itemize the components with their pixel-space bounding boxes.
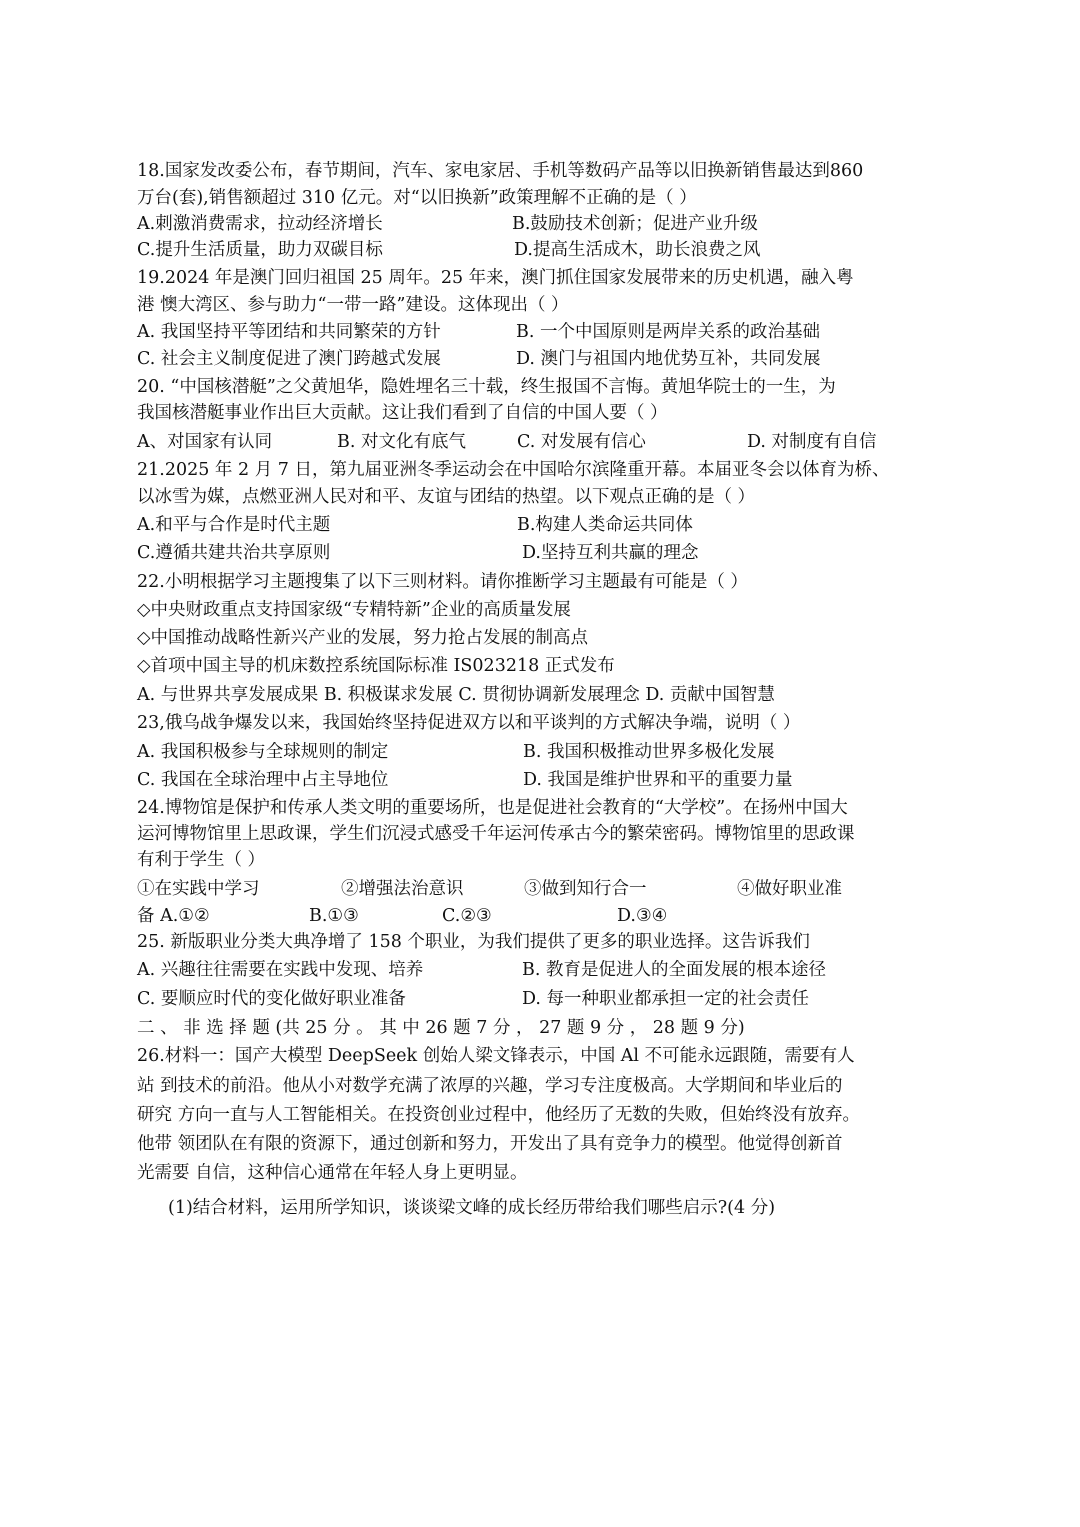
q25-option-c: C. 要顺应时代的变化做好职业准备 [137, 989, 406, 1009]
q23-option-d: D. 我国是维护世界和平的重要力量 [523, 770, 793, 790]
q22-stem: 22.小明根据学习主题搜集了以下三则材料。请你推断学习主题最有可能是（ ） [137, 572, 748, 592]
q22-material-3: ◇首项中国主导的机床数控系统国际标准 IS023218 正式发布 [137, 656, 615, 676]
q20-option-d: D. 对制度有自信 [747, 432, 877, 452]
q18-option-b: B.鼓励技术创新；促进产业升级 [512, 214, 758, 234]
q20-stem-line2: 我国核潜艇事业作出巨大贡献。这让我们看到了自信的中国人要（ ） [137, 403, 668, 423]
q24-stem-line3: 有利于学生（ ） [137, 850, 266, 870]
q24-option-d: D.③④ [617, 906, 668, 926]
q18-stem-line2: 万台(套),销售额超过 310 亿元。对“以旧换新”政策理解不正确的是（ ） [137, 188, 697, 208]
q26-subquestion-1: (1)结合材料，运用所学知识，谈谈梁文峰的成长经历带给我们哪些启示?(4 分) [168, 1198, 776, 1218]
q26-material-line3: 研究 方向一直与人工智能相关。在投资创业过程中，他经历了无数的失败，但始终没有放弃。 [137, 1105, 861, 1125]
q24-choice-4: ④做好职业准 [737, 879, 842, 899]
section-2-heading: 二 、 非 选 择 题 (共 25 分 。 其 中 26 题 7 分 ， 27 题 9 分 ， 28 题 9 分) [137, 1018, 745, 1038]
q20-option-b: B. 对文化有底气 [337, 432, 466, 452]
q19-stem-line1: 19.2024 年是澳门回归祖国 25 周年。25 年来，澳门抓住国家发展带来的历史机遇，融入粤 [137, 268, 854, 288]
q25-option-a: A. 兴趣往往需要在实践中发现、培养 [137, 960, 424, 980]
q18-option-c: C.提升生活质量，助力双碳目标 [137, 240, 383, 260]
q23-option-b: B. 我国积极推动世界多极化发展 [523, 742, 775, 762]
q24-choice-2: ②增强法治意识 [341, 879, 464, 899]
q22-options: A. 与世界共享发展成果 B. 积极谋求发展 C. 贯彻协调新发展理念 D. 贡献中国智慧 [137, 685, 775, 705]
q19-option-c: C. 社会主义制度促进了澳门跨越式发展 [137, 349, 441, 369]
q19-option-a: A. 我国坚持平等团结和共同繁荣的方针 [137, 322, 441, 342]
q20-option-a: A、对国家有认同 [137, 432, 273, 452]
q18-stem-line1: 18.国家发改委公布，春节期间，汽车、家电家居、手机等数码产品等以旧换新销售最达到860 [137, 161, 864, 181]
q24-stem-line2: 运河博物馆里上思政课，学生们沉浸式感受千年运河传承古今的繁荣密码。博物馆里的思政课 [137, 824, 855, 844]
q25-option-b: B. 教育是促进人的全面发展的根本途径 [522, 960, 826, 980]
q23-stem: 23,俄乌战争爆发以来，我国始终坚持促进双方以和平谈判的方式解决争端，说明（ ） [137, 713, 801, 733]
q20-option-c: C. 对发展有信心 [517, 432, 646, 452]
q24-option-a: 备 A.①② [137, 906, 210, 926]
q19-option-b: B. 一个中国原则是两岸关系的政治基础 [516, 322, 820, 342]
q19-option-d: D. 澳门与祖国内地优势互补，共同发展 [516, 349, 821, 369]
q25-stem: 25. 新版职业分类大典净增了 158 个职业，为我们提供了更多的职业选择。这告诉我们 [137, 932, 810, 952]
q24-option-b: B.①③ [309, 906, 359, 926]
q26-material-line4: 他带 领团队在有限的资源下，通过创新和努力，开发出了具有竞争力的模型。他觉得创新首 [137, 1134, 843, 1154]
q24-choice-3: ③做到知行合一 [524, 879, 647, 899]
q18-option-a: A.刺激消费需求，拉动经济增长 [137, 214, 383, 234]
q21-option-b: B.构建人类命运共同体 [517, 515, 693, 535]
q24-stem-line1: 24.博物馆是保护和传承人类文明的重要场所，也是促进社会教育的“大学校”。在扬州中国大 [137, 798, 848, 818]
q21-option-a: A.和平与合作是时代主题 [137, 515, 331, 535]
q23-option-c: C. 我国在全球治理中占主导地位 [137, 770, 389, 790]
q18-option-d: D.提高生活成木，助长浪费之风 [514, 240, 761, 260]
q26-material-line1: 26.材料一：国产大模型 DeepSeek 创始人梁文锋表示，中国 Al 不可能永远跟随，需要有人 [137, 1046, 855, 1066]
q26-material-line5: 光需要 自信，这种信心通常在年轻人身上更明显。 [137, 1163, 528, 1183]
q26-material-line2: 站 到技术的前沿。他从小对数学充满了浓厚的兴趣，学习专注度极高。大学期间和毕业后的 [137, 1076, 843, 1096]
q25-option-d: D. 每一种职业都承担一定的社会责任 [522, 989, 810, 1009]
q23-option-a: A. 我国积极参与全球规则的制定 [137, 742, 389, 762]
q21-option-d: D.坚持互利共赢的理念 [522, 543, 699, 563]
q21-stem-line1: 21.2025 年 2 月 7 日，第九届亚洲冬季运动会在中国哈尔滨隆重开幕。本届亚冬会以体育为桥、 [137, 460, 890, 480]
q19-stem-line2: 港 懊大湾区、参与助力“一带一路”建设。这体现出（ ） [137, 295, 569, 315]
q22-material-2: ◇中国推动战略性新兴产业的发展，努力抢占发展的制高点 [137, 628, 588, 648]
q22-material-1: ◇中央财政重点支持国家级“专精特新”企业的高质量发展 [137, 600, 571, 620]
q24-choice-1: ①在实践中学习 [137, 879, 260, 899]
q24-option-c: C.②③ [442, 906, 492, 926]
q21-option-c: C.遵循共建共治共享原则 [137, 543, 331, 563]
q20-stem-line1: 20. “中国核潜艇”之父黄旭华，隐姓埋名三十载，终生报国不言悔。黄旭华院士的一生，为 [137, 377, 836, 397]
q21-stem-line2: 以冰雪为媒，点燃亚洲人民对和平、友谊与团结的热望。以下观点正确的是（ ） [137, 487, 756, 507]
